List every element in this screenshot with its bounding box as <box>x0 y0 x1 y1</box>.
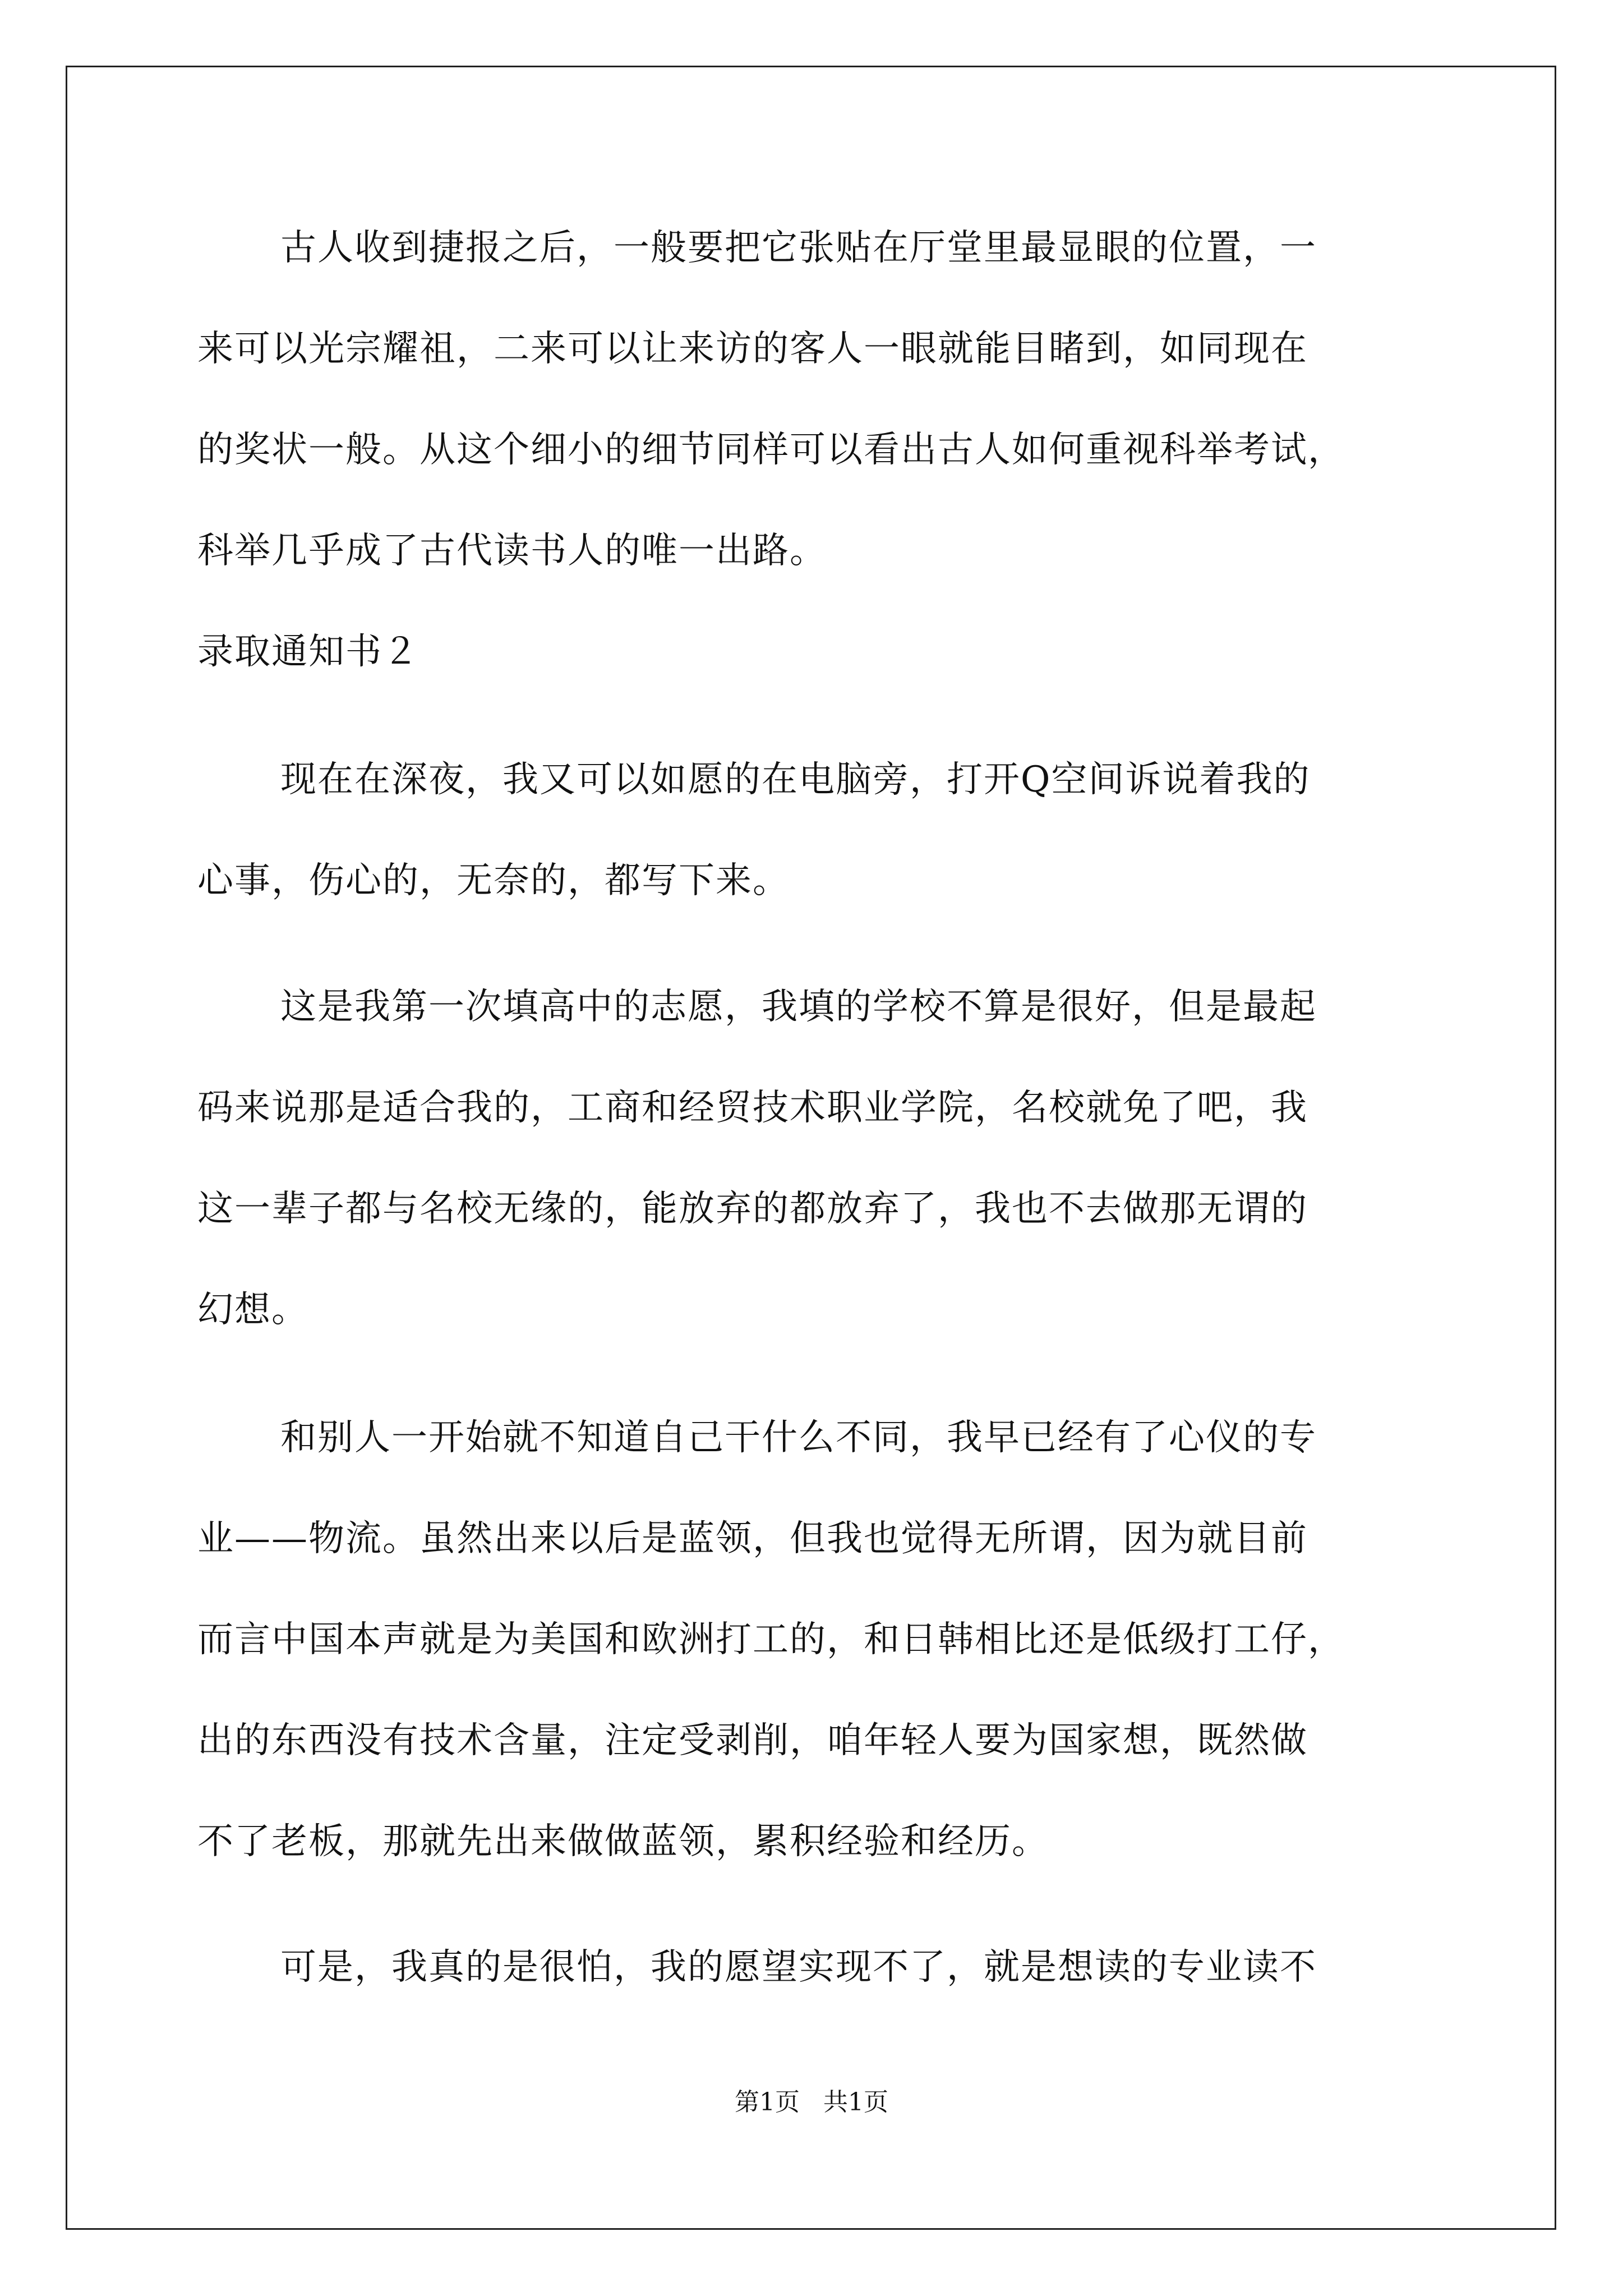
paragraph-3-line-1: 这是我第一次填高中的志愿，我填的学校不算是很好，但是最起 <box>280 986 1317 1028</box>
page-border <box>66 66 1556 2230</box>
paragraph-1-line-4: 科举几乎成了古代读书人的唯一出路。 <box>197 530 827 572</box>
paragraph-1-line-1: 古人收到捷报之后，一般要把它张贴在厅堂里最显眼的位置，一 <box>280 227 1317 269</box>
section-heading: 录取通知书２ <box>197 631 419 673</box>
paragraph-4-line-2: 业——物流。虽然出来以后是蓝领，但我也觉得无所谓，因为就目前 <box>197 1518 1308 1559</box>
paragraph-3-line-4: 幻想。 <box>197 1289 308 1331</box>
paragraph-2-line-2: 心事，伤心的，无奈的，都写下来。 <box>197 860 790 901</box>
paragraph-1-line-3: 的奖状一般。从这个细小的细节同样可以看出古人如何重视科举考试， <box>197 429 1345 471</box>
paragraph-3-line-2: 码来说那是适合我的，工商和经贸技术职业学院，名校就免了吧，我 <box>197 1087 1308 1129</box>
paragraph-4-line-5: 不了老板，那就先出来做做蓝领，累积经验和经历。 <box>197 1821 1049 1862</box>
paragraph-3-line-3: 这一辈子都与名校无缘的，能放弃的都放弃了，我也不去做那无谓的 <box>197 1188 1308 1230</box>
paragraph-4-line-4: 出的东西没有技术含量，注定受剥削，咱年轻人要为国家想，既然做 <box>197 1720 1308 1761</box>
paragraph-2-line-1: 现在在深夜，我又可以如愿的在电脑旁，打开Q空间诉说着我的 <box>280 759 1311 800</box>
paragraph-4-line-1: 和别人一开始就不知道自己干什么不同，我早已经有了心仪的专 <box>280 1417 1317 1458</box>
page-footer: 第1页 共1页 <box>735 2088 888 2116</box>
paragraph-5-line-1: 可是，我真的是很怕，我的愿望实现不了，就是想读的专业读不 <box>280 1947 1317 1988</box>
paragraph-1-line-2: 来可以光宗耀祖，二来可以让来访的客人一眼就能目睹到，如同现在 <box>197 328 1308 370</box>
paragraph-4-line-3: 而言中国本声就是为美国和欧洲打工的，和日韩相比还是低级打工仔， <box>197 1619 1345 1660</box>
